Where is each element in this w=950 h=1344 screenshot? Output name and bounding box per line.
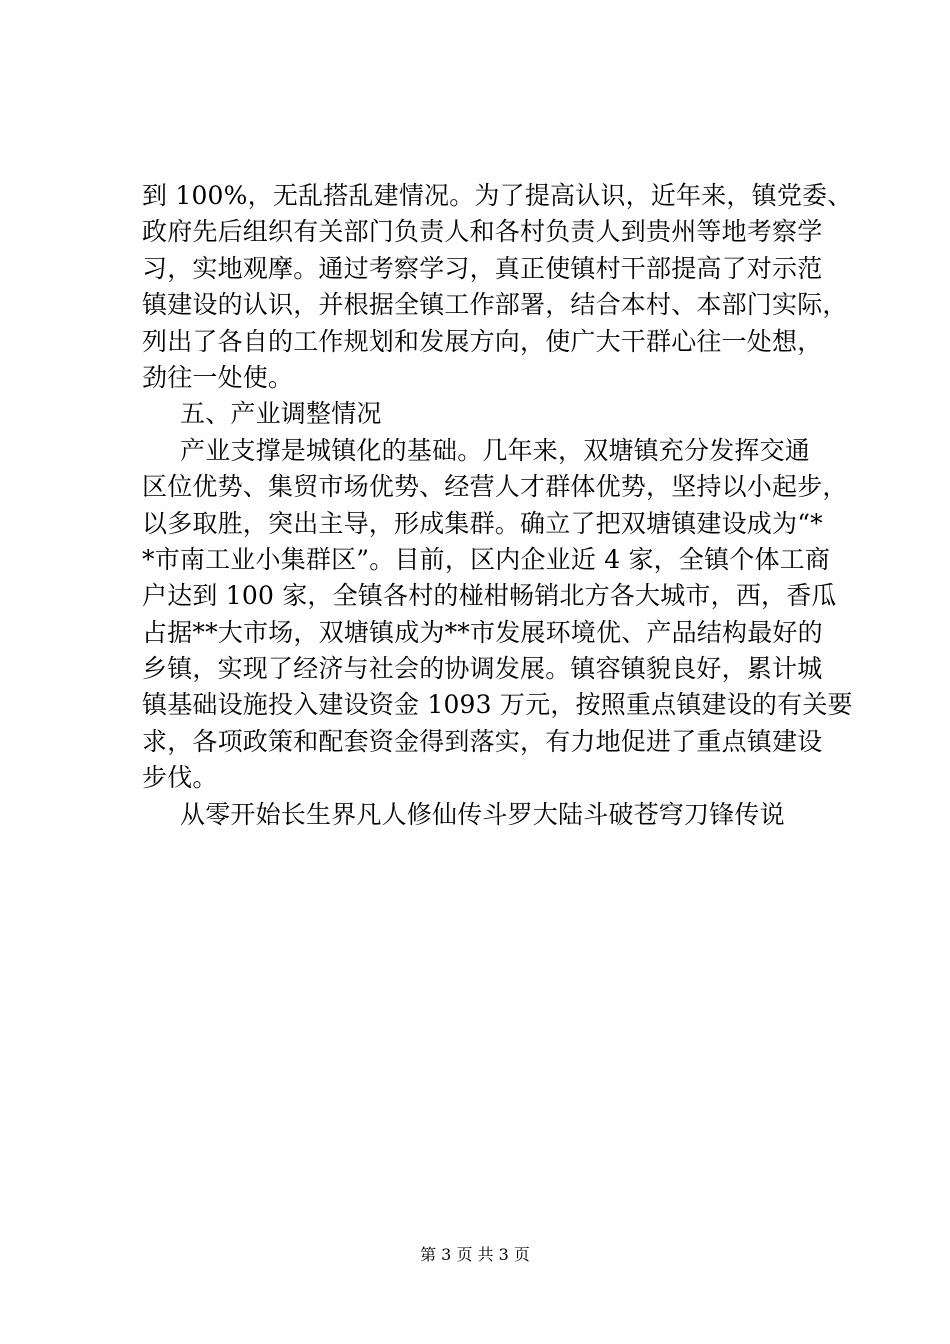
paragraph-line: 户达到 100 家，全镇各村的椪柑畅销北方各大城市，西，香瓜 [142, 581, 837, 611]
section-heading: 五、产业调整情况 [180, 399, 382, 429]
paragraph-line: 从零开始长生界凡人修仙传斗罗大陆斗破苍穹刀锋传说 [180, 799, 785, 829]
page-number-footer: 第 3 页 共 3 页 [420, 1245, 530, 1264]
paragraph-line: 占据**大市场，双塘镇成为**市发展环境优、产品结构最好的 [142, 617, 823, 647]
paragraph-line: 以多取胜，突出主导，形成集群。确立了把双塘镇建设成为“* [142, 508, 823, 538]
paragraph-line: 产业支撑是城镇化的基础。几年来，双塘镇充分发挥交通 [180, 435, 811, 465]
paragraph-line: 习，实地观摩。通过考察学习，真正使镇村干部提高了对示范 [142, 253, 823, 283]
paragraph-line: 乡镇，实现了经济与社会的协调发展。镇容镇貌良好，累计城 [142, 654, 823, 684]
paragraph-line: 镇建设的认识，并根据全镇工作部署，结合本村、本部门实际， [142, 290, 848, 320]
paragraph-line: 步伐。 [142, 763, 218, 793]
paragraph-line: 政府先后组织有关部门负责人和各村负责人到贵州等地考察学 [142, 217, 823, 247]
paragraph-line: 列出了各自的工作规划和发展方向，使广大干群心往一处想， [142, 326, 823, 356]
paragraph-line: 劲往一处使。 [142, 362, 294, 392]
paragraph-line: 镇基础设施投入建设资金 1093 万元，按照重点镇建设的有关要 [142, 690, 853, 720]
paragraph-line: *市南工业小集群区”。目前，区内企业近 4 家，全镇个体工商 [142, 544, 831, 574]
paragraph-line: 求，各项政策和配套资金得到落实，有力地促进了重点镇建设 [142, 726, 823, 756]
paragraph-line: 到 100%，无乱搭乱建情况。为了提高认识，近年来，镇党委、 [142, 181, 853, 210]
paragraph-line: 区位优势、集贸市场优势、经营人才群体优势，坚持以小起步， [142, 472, 848, 502]
document-body [142, 178, 862, 833]
